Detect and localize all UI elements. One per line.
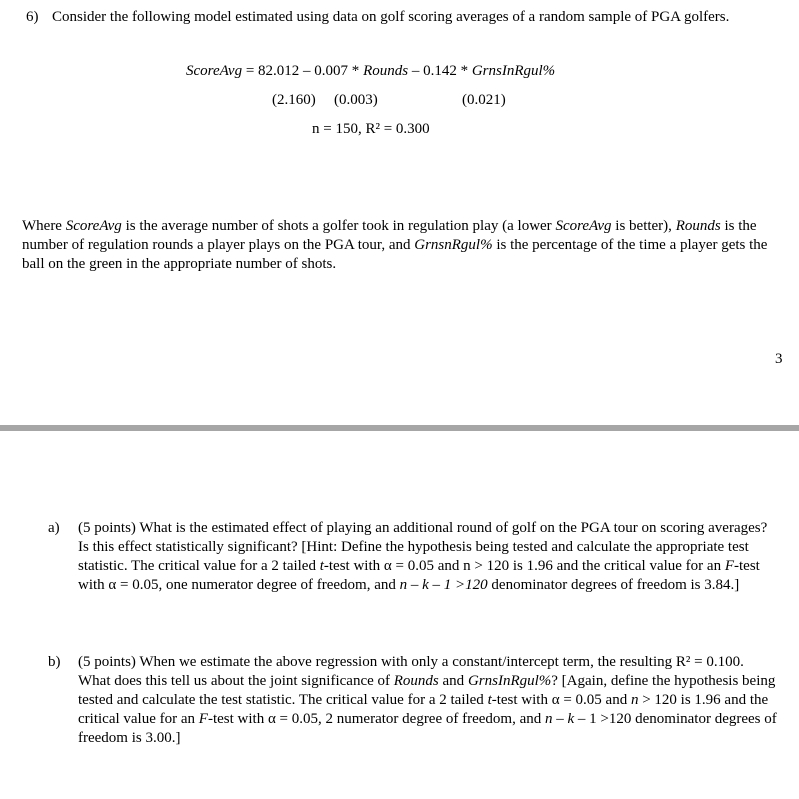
part-a-dof: n – k – 1 >120 (399, 577, 488, 593)
part-b-text-1: (5 points) When we estimate the above regression with only a constant/intercept term, the resulting R² = 0.100. What does this tell us about the joint significance of (78, 654, 744, 689)
part-a-text-2: -test with α = 0.05 and n > 120 is 1.96 and the critical value for an (323, 558, 725, 574)
part-b-label: b) (48, 654, 61, 670)
se-rounds: (0.003) (334, 92, 378, 108)
part-b-text-8: – 1 >120 denominator degrees of freedom is 3.00.] (78, 711, 777, 746)
where-var-4: GrnsnRgul% (414, 237, 493, 253)
page-divider (0, 425, 799, 431)
eq-var-rounds: Rounds (363, 63, 409, 79)
part-b-text-3: ? [Again, define the hypothesis being tested and calculate the test statistic. The critical value for a 2 tailed (78, 673, 776, 708)
part-a-text-4: denominator degrees of freedom is 3.84.] (487, 577, 740, 593)
part-b-t-var: t (487, 692, 492, 708)
where-text-4: is the number of regulation rounds a player plays on the PGA tour, and (22, 218, 757, 253)
part-a-text (78, 519, 778, 595)
eq-const-term: = 82.012 – 0.007 * (245, 63, 364, 79)
regression-stats: n = 150, R² = 0.300 (312, 121, 430, 137)
question-number: 6) (26, 9, 39, 25)
part-b-var-2: GrnsInRgul% (467, 673, 552, 689)
eq-lhs: ScoreAvg (186, 63, 243, 79)
where-text-5: is the percentage of the time a player gets the ball on the green in the appropriate number of shots. (22, 237, 768, 272)
part-b-text-7: – (552, 711, 568, 727)
eq-var-grns: GrnsInRgul% (471, 63, 556, 79)
where-var-2: ScoreAvg (555, 218, 612, 234)
part-b-text-5: > 120 is 1.96 and the critical value for an (78, 692, 769, 727)
part-b-text-6: -test with α = 0.05, 2 numerator degree of freedom, and (207, 711, 545, 727)
part-b-n-var: n (630, 692, 639, 708)
part-b-n-var-2: n (545, 711, 553, 727)
page-number: 3 (775, 351, 783, 367)
part-b-f-var: F (198, 711, 208, 727)
where-text-1: Where (22, 218, 66, 234)
where-text-2: is the average number of shots a golfer took in regulation play (a lower (121, 218, 556, 234)
question-intro: Consider the following model estimated using data on golf scoring averages of a random sample of PGA golfers. (52, 9, 730, 25)
part-b-var-1: Rounds (393, 673, 439, 689)
part-a-f-var: F (724, 558, 734, 574)
eq-minus-term: – 0.142 * (411, 63, 472, 79)
part-b-k-var: k (567, 711, 575, 727)
part-a-label: a) (48, 520, 60, 536)
variable-definitions (22, 217, 782, 274)
part-a-text-1: (5 points) What is the estimated effect of playing an additional round of golf on the PGA tour on scoring averages? Is this effect statistically significant? [Hint: Define the hypothesis being tested and calculate the appropriate test statistic. The critical value for a 2 tailed (78, 520, 768, 574)
part-a-text-3: -test with α = 0.05, one numerator degree of freedom, and (78, 558, 760, 593)
where-text-3: is better), (611, 218, 676, 234)
part-b-text-2: and (438, 673, 468, 689)
se-grns: (0.021) (462, 92, 506, 108)
se-constant: (2.160) (272, 92, 316, 108)
where-var-3: Rounds (675, 218, 721, 234)
where-var-1: ScoreAvg (65, 218, 122, 234)
part-a-t-var: t (319, 558, 324, 574)
part-b-text-4: -test with α = 0.05 and (491, 692, 631, 708)
part-b-text (78, 653, 778, 748)
regression-equation (186, 62, 555, 81)
